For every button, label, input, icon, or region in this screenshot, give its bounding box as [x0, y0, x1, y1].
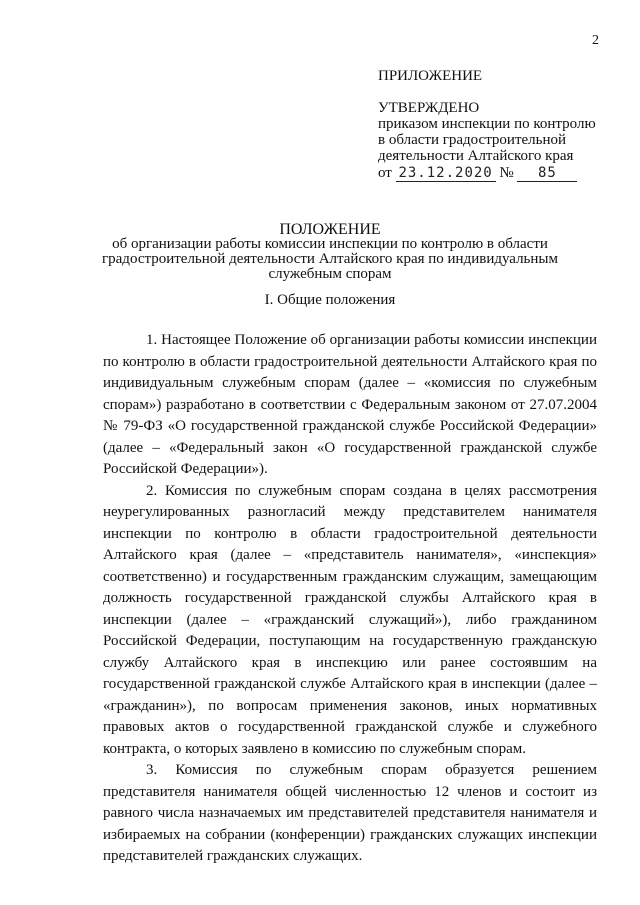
title-main: ПОЛОЖЕНИЕ: [279, 221, 381, 238]
section-heading: I. Общие положения: [264, 292, 396, 308]
approval-line: деятельности Алтайского края: [378, 148, 574, 164]
paragraph: 1. Настоящее Положение об организации работы комиссии инспекции по контролю в области градостроительной деятельности Алтайского края по индивидуальным служебным спорам (далее – «комиссия по служебным спорам») разработано в соответствии с Федеральным законом от 27.07.2004 № 79-ФЗ «О государственной гражданской службе Российской Федерации» (далее – «Федеральный закон «О государственной гражданской службе Российской Федерации»).: [103, 332, 597, 477]
order-date: 23.12.2020: [396, 165, 496, 182]
order-date-number-line: [378, 165, 618, 182]
document-body: [103, 330, 597, 868]
appendix-label: ПРИЛОЖЕНИЕ: [378, 68, 483, 84]
approval-line: в области градостроительной: [378, 132, 567, 148]
document-title: [80, 222, 580, 282]
approval-line: приказом инспекции по контролю: [378, 116, 596, 132]
paragraph: 2. Комиссия по служебным спорам создана в целях рассмотрения неурегулированных разногласий между представителем нанимателя инспекции по контролю в области градостроительной деятельности Алтайского края (далее – «представитель нанимателя», «инспекция» соответственно) и государственным гражданским служащим, замещающим должность государственной гражданской службы Алтайского края в инспекции (далее – «гражданский служащий»), либо гражданином Российской Федерации, поступающим на государственную гражданскую службу Алтайского края в инспекцию или ранее состоявшим на государственной гражданской службе Алтайского края в инспекции (далее – «гражданин»), по вопросам применения законов, иных нормативных правовых актов о государственной гражданской службе и служебного контракта, о которых заявлено в комиссию по служебным спорам.: [103, 482, 597, 757]
date-prefix: от: [378, 165, 392, 181]
number-prefix: №: [499, 165, 514, 181]
approved-label: УТВЕРЖДЕНО: [378, 100, 480, 116]
order-number: 85: [517, 165, 577, 182]
page-number: 2: [592, 33, 599, 48]
title-subtitle: об организации работы комиссии инспекции по контролю в области градостроительной деятельности Алтайского края по индивидуальным служебным спорам: [102, 236, 558, 282]
paragraph: 3. Комиссия по служебным спорам образуется решением представителя нанимателя общей численностью 12 членов и состоит из равного числа назначаемых им представителей представителя нанимателя и избираемых на собрании (конференции) гражданских служащих инспекции представителей гражданских служащих.: [103, 762, 597, 864]
approval-block: [378, 68, 618, 182]
